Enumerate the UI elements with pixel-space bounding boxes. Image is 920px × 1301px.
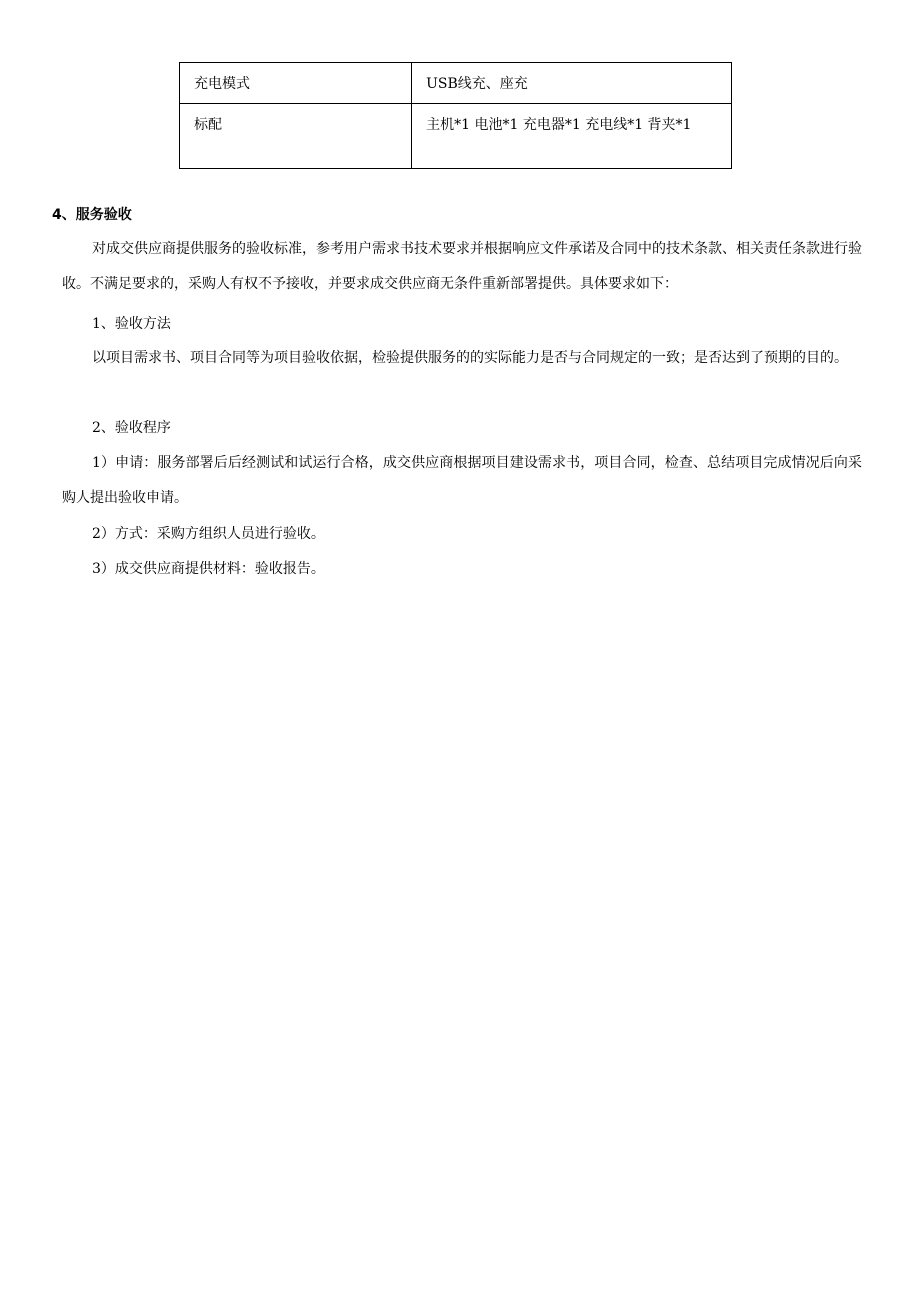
table-cell-value bbox=[412, 104, 732, 169]
section-heading: 4、服务验收 bbox=[52, 207, 132, 223]
table-cell-label bbox=[180, 104, 412, 169]
table-row bbox=[180, 104, 732, 169]
method-paragraph: 以项目需求书、项目合同等为项目验收依据，检验提供服务的的实际能力是否与合同规定的一致；是否达到了预期的目的。 bbox=[92, 350, 848, 366]
procedure-step-2: 2）方式：采购方组织人员进行验收。 bbox=[92, 526, 325, 542]
charging-mode-label: 充电模式 bbox=[194, 76, 250, 92]
charging-mode-value: USB线充、座充 bbox=[426, 76, 528, 92]
procedure-step-3: 3）成交供应商提供材料：验收报告。 bbox=[92, 561, 325, 577]
procedure-step-1: 1）申请：服务部署后后经测试和试运行合格，成交供应商根据项目建设需求书，项目合同，检查、总结项目完成情况后向采购人提出验收申请。 bbox=[62, 455, 862, 506]
method-title: 1、验收方法 bbox=[92, 316, 171, 332]
intro-paragraph: 对成交供应商提供服务的验收标准，参考用户需求书技术要求并根据响应文件承诺及合同中的技术条款、相关责任条款进行验收。不满足要求的，采购人有权不予接收，并要求成交供应商无条件重新部署提供。具体要求如下： bbox=[62, 241, 862, 292]
table-cell-label bbox=[180, 63, 412, 104]
table-row bbox=[180, 63, 732, 104]
procedure-title: 2、验收程序 bbox=[92, 420, 171, 436]
standard-config-value: 主机*1 电池*1 充电器*1 充电线*1 背夹*1 bbox=[426, 117, 692, 133]
standard-config-label: 标配 bbox=[194, 117, 222, 133]
table-cell-value bbox=[412, 63, 732, 104]
spec-table bbox=[179, 62, 732, 169]
